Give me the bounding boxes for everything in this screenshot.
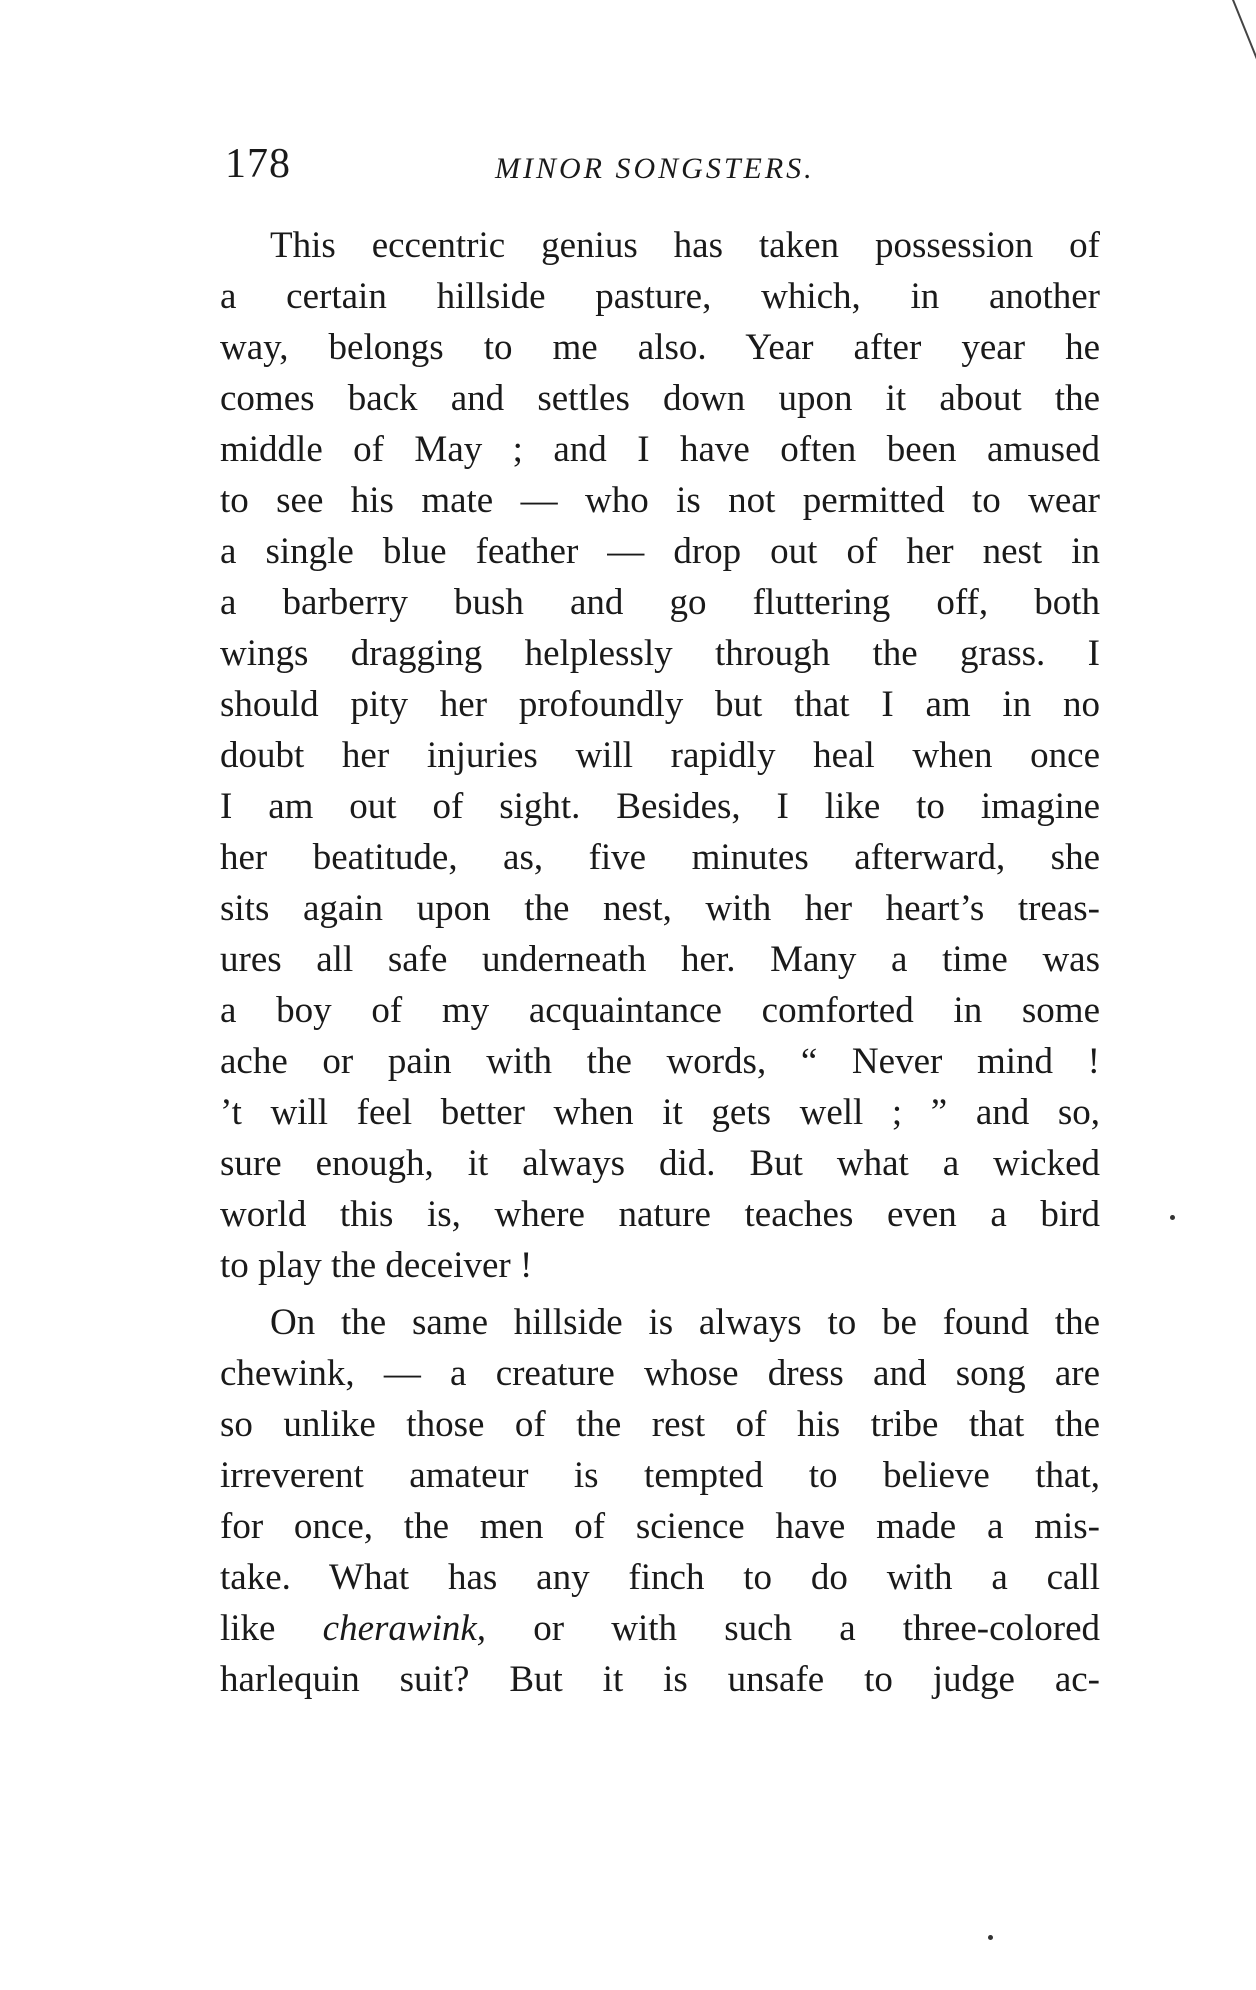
text-line: a boy of my acquaintance comforted in some xyxy=(220,990,1100,1031)
text-line: a barberry bush and go fluttering off, both xyxy=(220,582,1100,623)
page-edge-shadow xyxy=(1232,0,1256,148)
text-line: a certain hillside pasture, which, in another xyxy=(220,276,1100,317)
text-line: to see his mate — who is not permitted to wear xyxy=(220,480,1100,521)
text-line: doubt her injuries will rapidly heal when once xyxy=(220,735,1100,776)
text-line-with-italic xyxy=(220,1603,1100,1654)
page-header xyxy=(225,140,1105,190)
text-line: ’t will feel better when it gets well ; ” and so, xyxy=(220,1092,1100,1133)
text-fragment: or with such a three-colored xyxy=(533,1608,1101,1649)
text-line: ache or pain with the words, “ Never mind ! xyxy=(220,1041,1100,1082)
running-head: MINOR SONGSTERS. xyxy=(495,152,815,185)
text-line: sits again upon the nest, with her heart’s treas- xyxy=(220,888,1100,929)
body-text xyxy=(220,220,1100,1705)
text-line: world this is, where nature teaches even a bird xyxy=(220,1194,1100,1235)
scan-speck xyxy=(1170,1215,1175,1220)
text-line: so unlike those of the rest of his tribe that the xyxy=(220,1404,1100,1445)
text-line: irreverent amateur is tempted to believe that, xyxy=(220,1455,1100,1496)
page-number: 178 xyxy=(225,141,291,187)
text-line: a single blue feather — drop out of her nest in xyxy=(220,531,1100,572)
paragraph-end-line: to play the deceiver ! xyxy=(220,1245,533,1286)
text-line: chewink, — a creature whose dress and song are xyxy=(220,1353,1100,1394)
text-line: take. What has any finch to do with a call xyxy=(220,1557,1100,1598)
text-line: I am out of sight. Besides, I like to imagine xyxy=(220,786,1100,827)
text-line: ures all safe underneath her. Many a time was xyxy=(220,939,1100,980)
text-line: On the same hillside is always to be found the xyxy=(270,1302,1100,1343)
italic-word: cherawink, xyxy=(322,1608,487,1649)
text-line: comes back and settles down upon it about the xyxy=(220,378,1100,419)
text-line: middle of May ; and I have often been amused xyxy=(220,429,1100,470)
text-line: should pity her profoundly but that I am in no xyxy=(220,684,1100,725)
text-line: wings dragging helplessly through the grass. I xyxy=(220,633,1100,674)
text-line: for once, the men of science have made a mis- xyxy=(220,1506,1100,1547)
text-fragment: like xyxy=(220,1608,276,1649)
text-line: sure enough, it always did. But what a wicked xyxy=(220,1143,1100,1184)
scan-speck xyxy=(988,1935,993,1940)
text-line: her beatitude, as, five minutes afterward, she xyxy=(220,837,1100,878)
text-line: way, belongs to me also. Year after year he xyxy=(220,327,1100,368)
text-line: harlequin suit? But it is unsafe to judge ac- xyxy=(220,1659,1100,1700)
text-line: This eccentric genius has taken possession of xyxy=(270,225,1100,266)
